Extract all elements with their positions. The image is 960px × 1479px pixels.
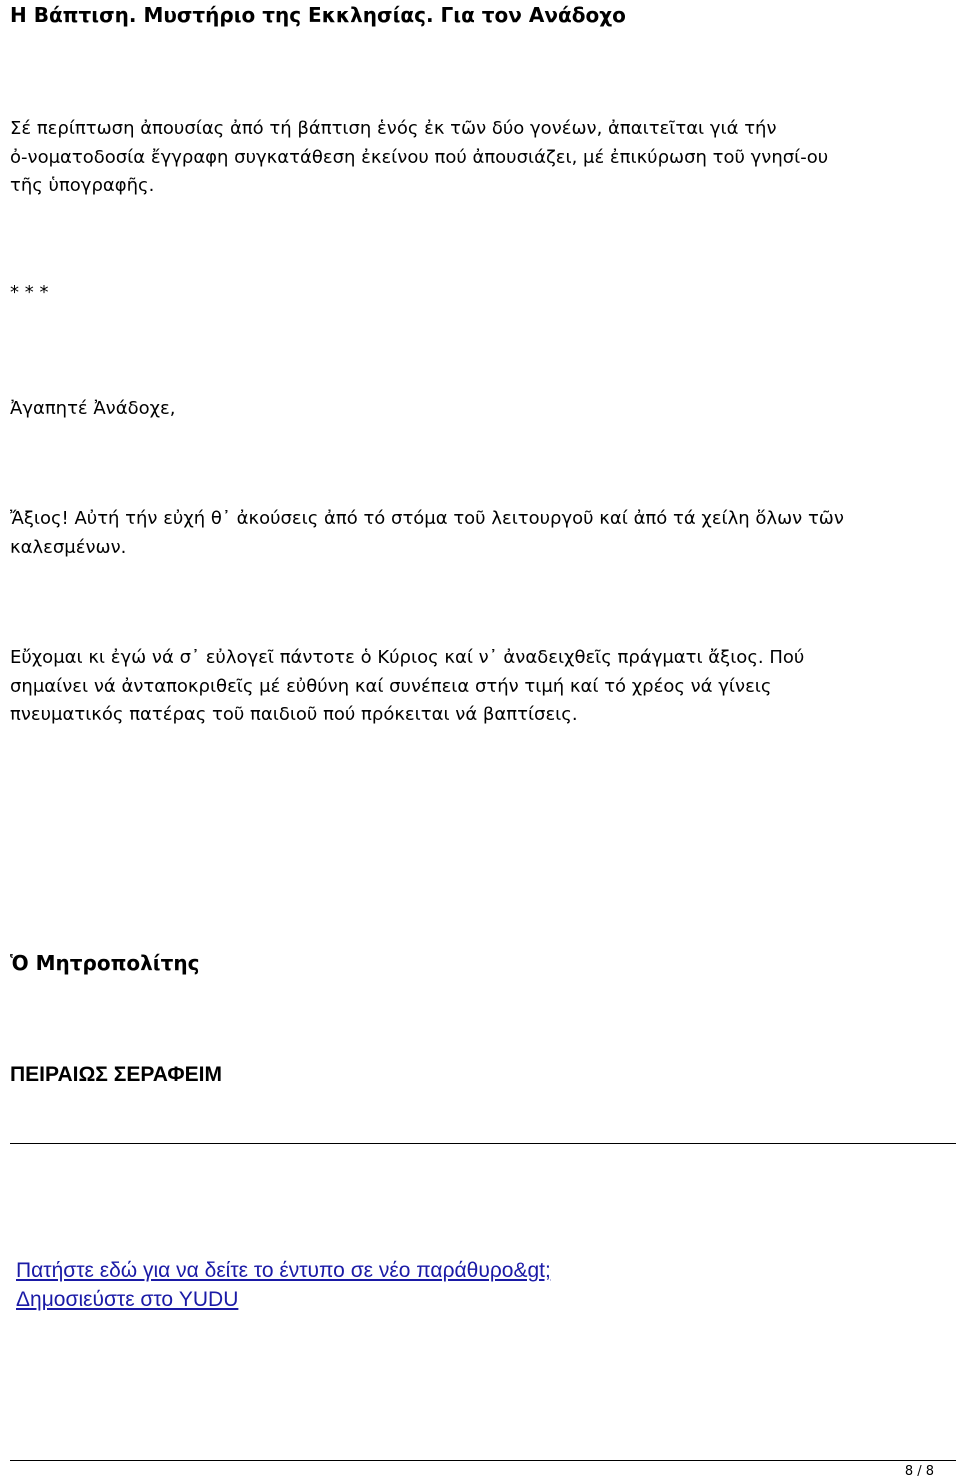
open-new-window-link[interactable]: Πατήστε εδώ για να δείτε το έντυπο σε νέο παράθυρο&gt; — [16, 1259, 551, 1282]
paragraph-line: πνευματικός πατέρας τοῦ παιδιοῦ πού πρόκειται νά βαπτίσεις. — [10, 704, 578, 725]
paragraph-line: Ἄξιος! Αὐτή τήν εὐχή θ᾽ ἀκούσεις ἀπό τό στόμα τοῦ λειτουργοῦ καί ἀπό τά χείλη ὅλων τῶν — [10, 508, 844, 529]
separator-text: * * * — [10, 282, 49, 303]
signature-name: ΠΕΙΡΑΙΩΣ ΣΕΡΑΦΕΙΜ — [10, 1063, 222, 1086]
signature-title: Ὁ Μητροπολίτης — [10, 951, 200, 975]
paragraph-parent-absence — [10, 115, 940, 201]
paragraph-line: τῆς ὑπογραφῆς. — [10, 175, 155, 196]
paragraph-worthy — [10, 505, 940, 562]
document-title: Η Βάπτιση. Μυστήριο της Εκκλησίας. Για τον Ανάδοχο — [10, 3, 626, 27]
paragraph-line: Εὔχομαι κι ἐγώ νά σ᾽ εὐλογεῖ πάντοτε ὁ Κύριος καί ν᾽ ἀναδειχθεῖς πράγματι ἄξιος. Πού — [10, 647, 805, 668]
section-separator — [10, 279, 940, 308]
paragraph-wish — [10, 644, 940, 730]
paragraph-line: σημαίνει νά ἀνταποκριθεῖς μέ εὐθύνη καί συνέπεια στήν τιμή καί τό χρέος νά γίνεις — [10, 675, 772, 697]
link-group — [16, 1256, 551, 1314]
footer-divider — [10, 1460, 956, 1461]
greeting — [10, 395, 940, 424]
paragraph-line: Σέ περίπτωση ἀπουσίας ἀπό τή βάπτιση ἑνός ἐκ τῶν δύο γονέων, ἀπαιτεῖται γιά τήν — [10, 118, 777, 139]
greeting-text: Ἀγαπητέ Ἀνάδοχε, — [10, 398, 176, 419]
publish-yudu-link[interactable]: Δημοσιεύστε στο YUDU — [16, 1288, 239, 1311]
page-number: 8 / 8 — [904, 1464, 934, 1479]
paragraph-line: καλεσμένων. — [10, 536, 127, 558]
section-divider — [10, 1143, 956, 1144]
paragraph-line: ὀ-νοματοδοσία ἔγγραφη συγκατάθεση ἐκείνου πού ἀπουσιάζει, μέ ἐπικύρωση τοῦ γνησί-ου — [10, 146, 829, 168]
